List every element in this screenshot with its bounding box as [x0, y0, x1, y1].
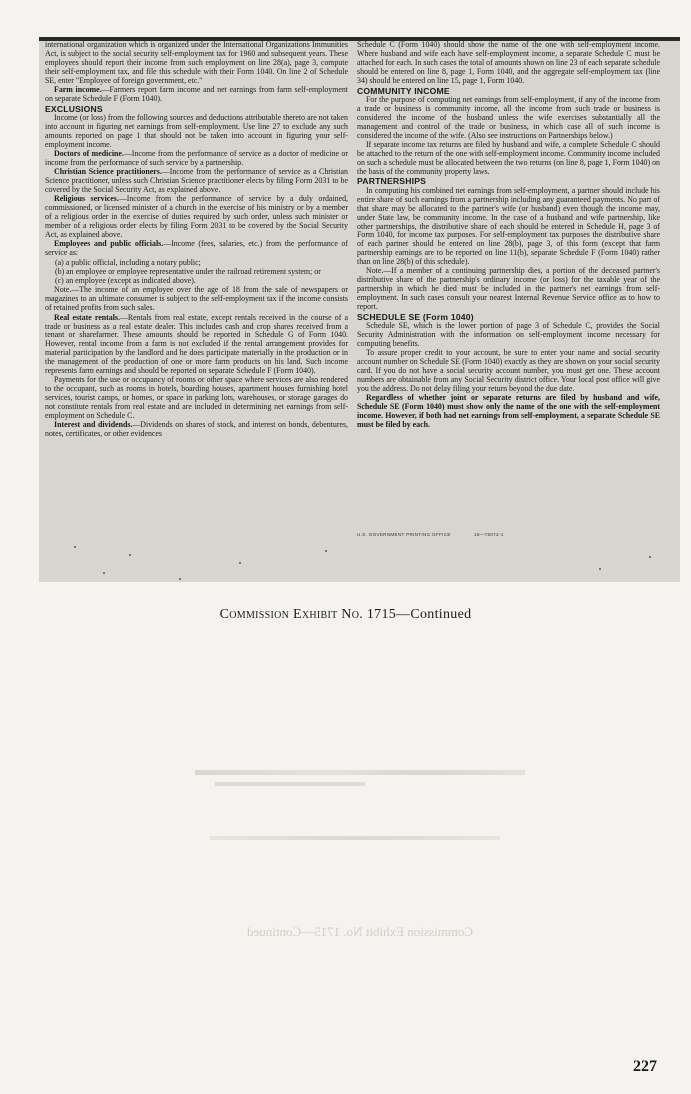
schedule-se-paragraph-2: To assure proper credit to your account, be sure to enter your name and social security account number on Schedule SE (Form 1040) exactly as they are shown on your social security card. If you do not have a social security account number, you must get one. These account numbers are obtainable from any Social Security district office. Your local post office will give you the address. Do not delay filing your return beyond the due date.	[357, 348, 660, 394]
schedule-c-paragraph: Schedule C (Form 1040) should show the name of the one with self-employment income. Where husband and wife each have self-employment income, a separate Schedule C must be attached for each. In such cases the total of amounts shown on line 23 of each separate schedule should be entered on line 8, page 1, Form 1040, and the aggregate self-employment tax (line 34) should be entered on line 15, page 1, Form 1040.	[357, 41, 660, 85]
christian-science-text: —Income from the performance of service as a Christian Science practitioner, unless such Christian Science practitioner elects by filing Form 2031 to be covered by the Social Security Act, as explained above.	[45, 167, 348, 195]
exclusions-paragraph: Income (or loss) from the following sources and deductions attributable thereto are not taken into account in figuring net earnings from self-employment. Use line 27 to exclude any such amounts reported on page 1 that should not be taken into account in figuring your self-employment income.	[45, 113, 348, 149]
employees-text: —Income (fees, salaries, etc.) from the performance of service as:	[45, 239, 348, 258]
schedule-se-paragraph-3: Regardless of whether joint or separate returns are filed by husband and wife, Schedule SE (Form 1040) must show only the name of the one with the self-employment income. However, if both had net earnings from self-employment, a separate Schedule SE must be filed by each.	[357, 393, 660, 430]
bleedthrough-line	[195, 770, 525, 775]
employees-paragraph	[45, 240, 348, 258]
real-estate-heading: Real estate rentals.	[54, 312, 120, 322]
employees-heading: Employees and public officials.	[54, 239, 164, 249]
list-item-b: (b) an employee or employee representative under the railroad retirement system; or	[55, 266, 321, 276]
speck	[649, 556, 651, 558]
scan-specks	[39, 542, 680, 582]
doctors-text: —Income from the performance of service as a doctor of medicine or income from the performance of such service by a partnership.	[45, 149, 348, 168]
schedule-se-heading: SCHEDULE SE (Form 1040)	[357, 311, 474, 322]
interest-paragraph	[45, 421, 348, 439]
schedule-se-paragraph-1: Schedule SE, which is the lower portion of page 3 of Schedule C, provides the Social Security Administration with the information on self-employment income necessary for computing benefits.	[357, 321, 660, 349]
printer-footer	[357, 531, 660, 541]
printer-imprint: U.S. GOVERNMENT PRINTING OFFICE	[357, 532, 451, 537]
exhibit-caption-prefix: Commission Exhibit No. 1715	[219, 607, 397, 622]
intro-paragraph: international organization which is organized under the International Organizations Immunities Act, is subject to the social security self-employment tax for 1960 and subsequent years. These employees should report their income from such employment on line 28(a), page 3, compute their self-employment tax, and file this schedule with their Form 1040. On line 2 of Schedule SE, enter "Employee of foreign government, etc."	[45, 41, 348, 85]
document-columns	[39, 41, 680, 541]
partnerships-heading: PARTNERSHIPS	[357, 176, 427, 187]
christian-science-heading: Christian Science practitioners.	[54, 167, 162, 177]
interest-heading: Interest and dividends.	[54, 420, 133, 430]
community-income-heading: COMMUNITY INCOME	[357, 85, 450, 96]
farm-income-paragraph	[45, 86, 348, 104]
speck	[129, 554, 131, 556]
farm-income-heading: Farm income.	[54, 84, 102, 94]
bleedthrough-line	[215, 782, 365, 786]
list-item-c: (c) an employee (except as indicated above).	[55, 276, 196, 286]
left-column	[45, 41, 348, 541]
speck	[325, 550, 327, 552]
speck	[103, 572, 105, 574]
community-paragraph-2: If separate income tax returns are filed by husband and wife, a complete Schedule C should be attached to the return of the one with self-employment income. Community income included on such a schedule must be allocated between the two returns (on line 8, page 1, Form 1040) on the basis of the community property laws.	[357, 139, 660, 176]
exhibit-caption	[0, 607, 691, 623]
page-number: 227	[633, 1058, 657, 1075]
real-estate-paragraph	[45, 314, 348, 376]
religious-heading: Religious services.	[54, 194, 119, 204]
speck	[239, 562, 241, 564]
exhibit-caption-suffix: —Continued	[396, 607, 472, 622]
form-code: 16—76072-1	[473, 532, 504, 537]
speck	[179, 578, 181, 580]
speck	[599, 568, 601, 570]
religious-paragraph	[45, 195, 348, 240]
exclusions-heading: EXCLUSIONS	[45, 103, 103, 114]
scanned-document-image	[39, 37, 680, 582]
newspaper-note: Note.—The income of an employee over the age of 18 from the sale of newspapers or magazines to an ultimate consumer is subject to the self-employment tax if the income consists of retained profits from such sales.	[45, 285, 348, 313]
religious-text: —Income from the performance of service by a duly ordained, commissioned, or licensed minister of a church in the exercise of his ministry or by a member of a religious order in the exercise of duties required by such order, unless such minister or member of a religious order elects by filing Form 2031 to be covered by the Social Security Act, as explained above.	[45, 194, 348, 240]
real-estate-text: —Rentals from real estate, except rentals received in the course of a trade or business as a real estate dealer. This includes cash and crop shares received from a tenant or sharefarmer. These amounts should be reported in Schedule G of Form 1040. However, rental income from a farm is not excluded if the rental arrangement provides for material participation by the landlord and he does participate materially in the production or in the management of the production of one or more farm products on his land. Such income represents farm earnings and should be reported on separate Schedule F (Form 1040).	[45, 312, 348, 376]
bleedthrough-caption: Commission Exhibit No. 1715—Continued	[246, 924, 474, 939]
right-column	[357, 41, 660, 541]
bleedthrough-line	[210, 836, 500, 840]
doctors-paragraph	[45, 150, 348, 168]
community-paragraph-1: For the purpose of computing net earnings from self-employment, if any of the income from a trade or business is community income, all the income from such trade or business is considered the income of the husband unless the wife exercises substantially all the management and control of the trade or business, in which case all of such income is considered the income of the wife. (Also see instructions on Partnerships below.)	[357, 94, 660, 140]
farm-income-text: —Farmers report farm income and net earnings from farm self-employment on separate Schedule F (Form 1040).	[45, 84, 348, 103]
christian-science-paragraph	[45, 168, 348, 195]
payments-paragraph: Payments for the use or occupancy of rooms or other space where services are also rendered to the occupant, such as rooms in hotels, boarding houses, apartment houses furnishing hotel services, tourist camps, or homes, or space in parking lots, warehouses, or storage garages do not constitute rentals from real estate and are included in determining net earnings from self-employment on Schedule C.	[45, 375, 348, 420]
interest-text: —Dividends on shares of stock, and interest on bonds, debentures, notes, certificates, or other evidences	[45, 420, 348, 439]
partnerships-paragraph: In computing his combined net earnings from self-employment, a partner should include his entire share of such earnings from a partnership including any guaranteed payments. No part of that share may be allocated to the partner's wife (or husband) even though the income may, under State law, be community income. In the case of a husband and wife partnership, like other partnerships, the distributive share of each should be entered in Schedule H, page 3 of Form 1040, for income tax purposes. For self-employment tax purposes the distributive share of each partner should be entered on line 28(b), page 3, of this form (except that farm partnership earnings are to be reported on line 11(b), separate Schedule F (Form 1040) rather than on line 28(b) of this schedule).	[357, 185, 660, 267]
partnerships-note: Note.—If a member of a continuing partnership dies, a portion of the deceased partner's distributive share of the partnership's ordinary income (or loss) for the taxable year of the partnership in which he died must be included in the partner's net earnings from self-employment. In such cases consult your nearest Internal Revenue Service office as to how to report.	[357, 266, 660, 312]
list-item-a: (a) a public official, including a notary public;	[55, 257, 201, 267]
doctors-heading: Doctors of medicine.	[54, 149, 124, 159]
speck	[74, 546, 76, 548]
